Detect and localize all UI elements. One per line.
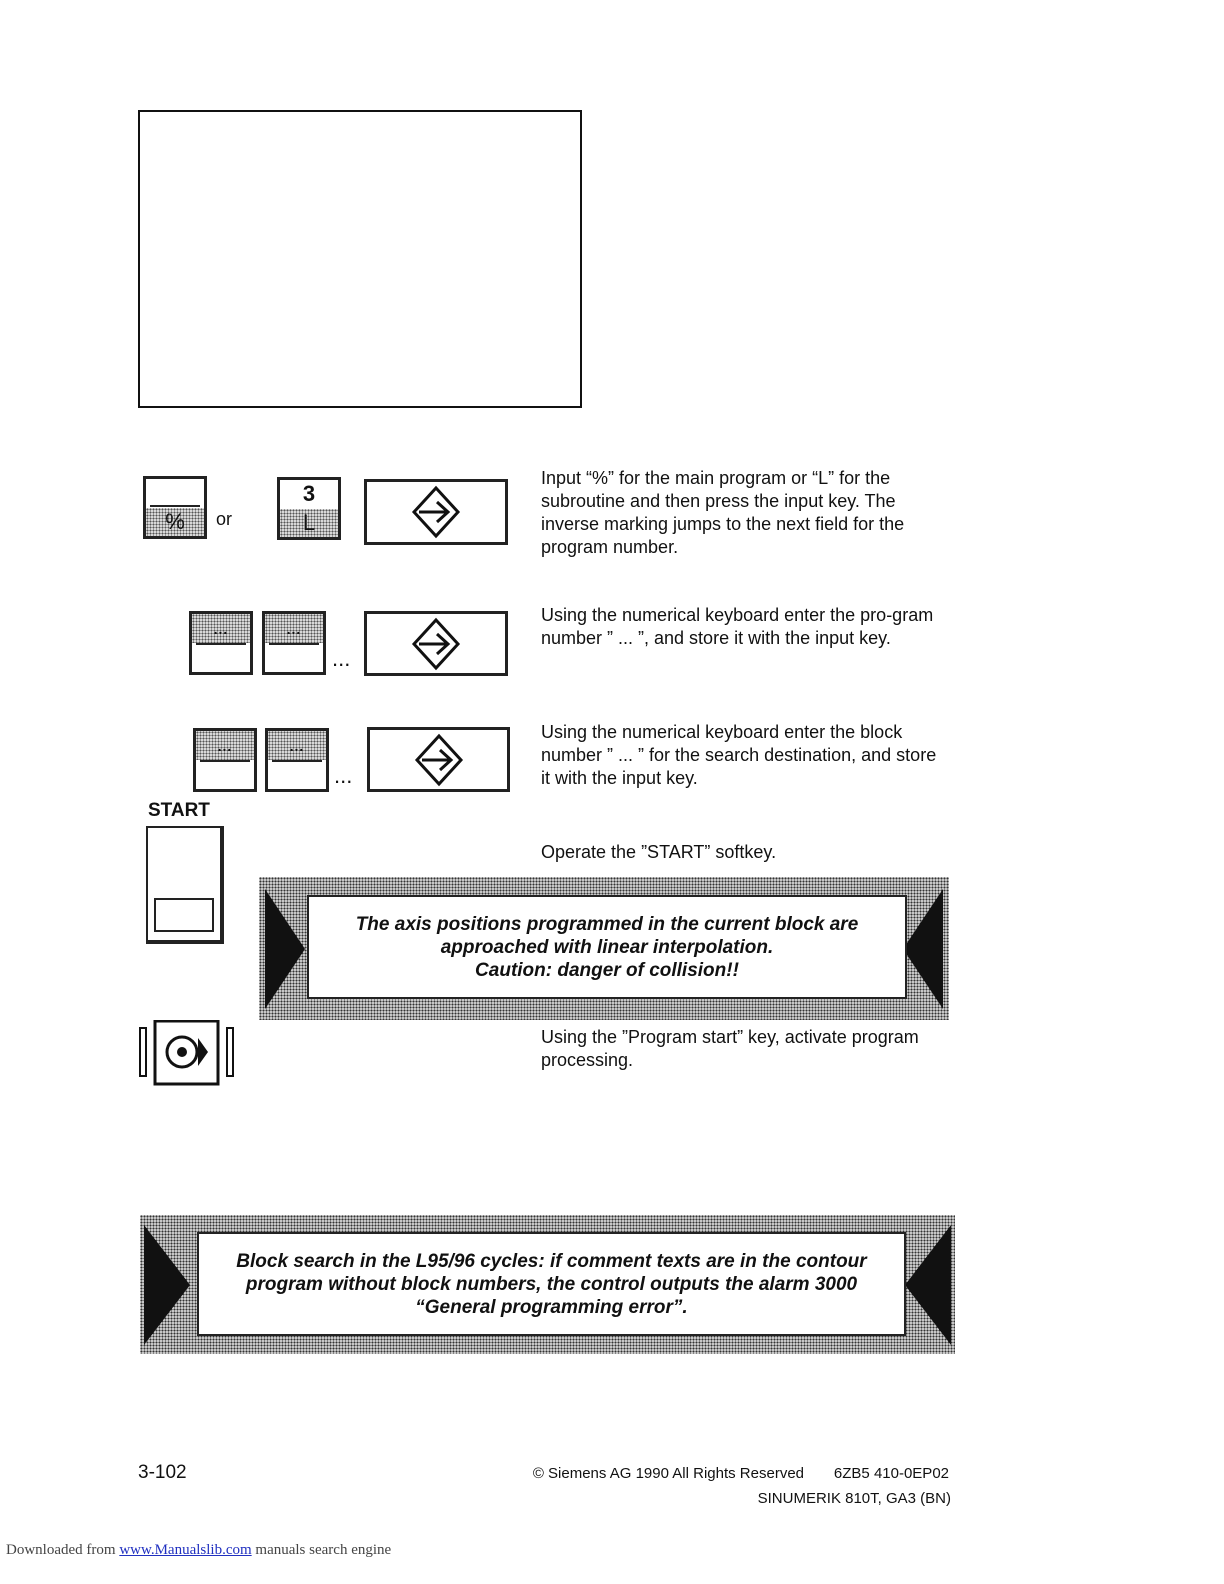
digit-key-1[interactable] (189, 611, 253, 675)
note-2-line-1: Block search in the L95/96 cycles: if comment texts are in the contour (236, 1250, 867, 1272)
softkey-start-label: START (148, 800, 210, 821)
download-banner (6, 1542, 391, 1559)
program-start-icon (138, 1020, 236, 1086)
step-3-text: Using the numerical keyboard enter the block number ” ... ” for the search destination, and store it with the input key. (541, 722, 937, 788)
order-number: 6ZB5 410-0EP02 (833, 1465, 949, 1482)
step-1-text: Input “%” for the main program or “L” for the subroutine and then press the input key. The inverse marking jumps to the next field for the program number. (541, 468, 905, 557)
input-key-2[interactable] (364, 611, 508, 676)
digit-key-2[interactable] (262, 611, 326, 675)
note-1-line-2: approached with linear interpolation. (440, 936, 774, 958)
note-2-line-3: “General programming error”. (415, 1296, 688, 1318)
softkey-inner-frame (154, 898, 214, 932)
input-key-1[interactable] (364, 479, 508, 545)
page-number: 3-102 (138, 1462, 187, 1483)
percent-key[interactable] (143, 476, 207, 539)
digit-key-2-label: ... (265, 614, 323, 643)
screen-display-frame (138, 110, 582, 408)
block-search-note-text (197, 1232, 906, 1336)
triangle-arrow-icon (903, 1225, 953, 1345)
digit-key-1-label: ... (192, 614, 250, 643)
triangle-arrow-icon (142, 1225, 192, 1345)
digit-key-3[interactable] (193, 728, 257, 792)
note-1-line-3: Caution: danger of collision!! (475, 959, 739, 981)
l-key-letter: L (280, 509, 338, 538)
copyright: © Siemens AG 1990 All Rights Reserved (532, 1465, 804, 1482)
digit-ellipsis-1: ... (332, 646, 351, 671)
l-key-digit: 3 (302, 481, 316, 507)
manualslib-link[interactable]: www.Manualslib.com (119, 1542, 252, 1558)
digit-key-3-label: ... (196, 731, 254, 760)
percent-key-lower (146, 508, 204, 537)
caution-note-frame (259, 877, 949, 1020)
input-arrow-icon (411, 485, 461, 539)
step-5-text: Using the ”Program start” key, activate program processing. (541, 1027, 919, 1070)
triangle-arrow-icon (261, 889, 307, 1009)
start-softkey[interactable] (146, 826, 224, 944)
program-start-key[interactable] (138, 1020, 236, 1086)
input-key-3[interactable] (367, 727, 510, 792)
step-2-text: Using the numerical keyboard enter the pro-gram number ” ... ”, and store it with the input key. (541, 605, 934, 648)
download-prefix: Downloaded from (6, 1542, 116, 1558)
note-2-line-2: program without block numbers, the control outputs the alarm 3000 (245, 1273, 858, 1295)
download-suffix: manuals search engine (255, 1542, 392, 1558)
digit-key-4-label: ... (268, 731, 326, 760)
step-4-text: Operate the ”START” softkey. (541, 842, 777, 862)
input-arrow-icon (414, 733, 464, 787)
product-name: SINUMERIK 810T, GA3 (BN) (757, 1490, 951, 1507)
digit-ellipsis-2: ... (334, 763, 353, 788)
l-key[interactable] (277, 477, 341, 540)
caution-note-text (307, 895, 907, 999)
percent-key-label: % (165, 508, 185, 534)
input-arrow-icon (411, 617, 461, 671)
or-label: or (216, 509, 233, 529)
triangle-arrow-icon (901, 889, 947, 1009)
digit-key-4[interactable] (265, 728, 329, 792)
note-1-line-1: The axis positions programmed in the current block are (355, 913, 859, 935)
block-search-note-frame (140, 1215, 955, 1354)
